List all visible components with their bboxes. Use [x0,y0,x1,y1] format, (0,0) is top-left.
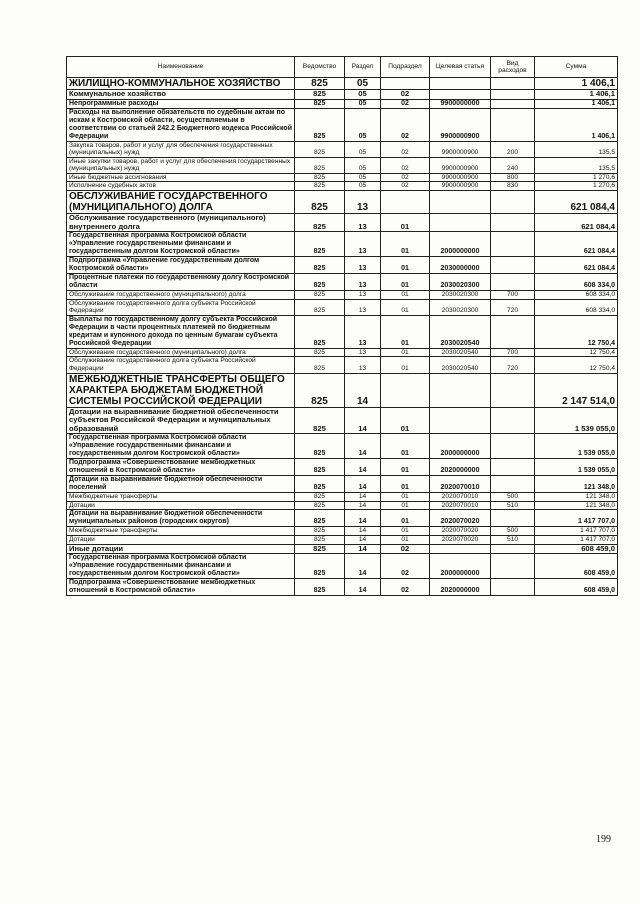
cell-subsection: 01 [381,493,430,502]
cell-section: 05 [345,108,381,141]
cell-section: 14 [345,493,381,502]
header-sum: Сумма [535,57,618,78]
cell-name: Дотации [67,535,295,544]
table-row [67,291,618,300]
cell-sum: 1 406,1 [535,90,618,100]
cell-dept: 825 [295,299,345,315]
cell-type [491,78,535,90]
cell-type: 720 [491,299,535,315]
cell-target: 2030020300 [430,299,491,315]
cell-type [491,232,535,257]
cell-section: 14 [345,476,381,493]
cell-sum: 121 348,0 [535,493,618,502]
cell-target: 2020070020 [430,527,491,536]
cell-sum: 608 459,0 [535,544,618,554]
cell-target: 2000000000 [430,434,491,459]
cell-target: 2000000000 [430,232,491,257]
cell-section: 13 [345,299,381,315]
cell-section: 14 [345,527,381,536]
cell-subsection: 02 [381,544,430,554]
table-row [67,173,618,182]
cell-target: 2000000000 [430,554,491,579]
cell-dept: 825 [295,182,345,191]
cell-dept: 825 [295,554,345,579]
cell-dept: 825 [295,527,345,536]
cell-name: Подпрограмма «Совершенствование межбюджетных отношений в Костромской области» [67,459,295,476]
cell-name: Закупка товаров, работ и услуг для обеспечения государственных (муниципальных) нужд [67,141,295,157]
cell-target [430,191,491,214]
cell-dept: 825 [295,535,345,544]
table-row [67,459,618,476]
cell-sum: 121 348,0 [535,501,618,510]
cell-name: Выплаты по государственному долгу субъекта Российской Федерации в части процентных платежей по бюджетным кредитам и купонного дохода по ценным бумагам субъекта Российской Федерации [67,315,295,348]
table-row [67,274,618,291]
cell-sum: 608 334,0 [535,291,618,300]
cell-type [491,214,535,232]
cell-type [491,257,535,274]
cell-target: 2030000000 [430,257,491,274]
cell-name: ОБСЛУЖИВАНИЕ ГОСУДАРСТВЕННОГО (МУНИЦИПАЛЬНОГО) ДОЛГА [67,191,295,214]
cell-type [491,191,535,214]
cell-sum: 1 406,1 [535,99,618,108]
table-row [67,579,618,596]
cell-sum: 1 270,6 [535,182,618,191]
table-row [67,434,618,459]
cell-sum: 1 539 055,0 [535,434,618,459]
cell-sum: 608 334,0 [535,299,618,315]
cell-name: Исполнение судебных актов [67,182,295,191]
cell-target: 2030020300 [430,291,491,300]
cell-target: 2020000000 [430,459,491,476]
cell-name: Обслуживание государственного (муниципального) долга [67,348,295,357]
cell-dept: 825 [295,493,345,502]
cell-dept: 825 [295,99,345,108]
cell-sum: 621 084,4 [535,257,618,274]
table-row [67,141,618,157]
cell-sum: 12 750,4 [535,315,618,348]
cell-section: 05 [345,141,381,157]
cell-sum: 135,5 [535,141,618,157]
cell-section: 05 [345,99,381,108]
cell-subsection: 02 [381,157,430,173]
cell-type: 510 [491,501,535,510]
cell-subsection: 02 [381,182,430,191]
cell-type [491,476,535,493]
cell-section: 05 [345,78,381,90]
cell-subsection: 01 [381,257,430,274]
cell-section: 14 [345,544,381,554]
table-row [67,108,618,141]
cell-section: 13 [345,291,381,300]
cell-section: 05 [345,182,381,191]
cell-dept: 825 [295,501,345,510]
table-row [67,544,618,554]
cell-target [430,214,491,232]
cell-name: Коммунальное хозяйство [67,90,295,100]
page-number: 199 [596,834,611,845]
cell-name: Государственная программа Костромской области «Управление государственными финансами и государственным долгом Костромской области» [67,434,295,459]
cell-target [430,90,491,100]
cell-subsection: 01 [381,476,430,493]
cell-name: Дотации [67,501,295,510]
table-row [67,357,618,373]
cell-type: 800 [491,173,535,182]
cell-target [430,544,491,554]
cell-dept: 825 [295,90,345,100]
cell-dept: 825 [295,173,345,182]
cell-section: 13 [345,191,381,214]
cell-section: 13 [345,315,381,348]
cell-dept: 825 [295,274,345,291]
cell-type: 240 [491,157,535,173]
cell-name: Обслуживание государственного долга субъекта Российской Федерации [67,299,295,315]
cell-subsection: 01 [381,527,430,536]
cell-subsection: 02 [381,141,430,157]
table-row [67,510,618,527]
cell-type: 700 [491,291,535,300]
cell-subsection: 01 [381,407,430,434]
cell-type: 200 [491,141,535,157]
cell-sum: 1 417 707,0 [535,527,618,536]
cell-subsection: 01 [381,274,430,291]
table-row [67,90,618,100]
cell-subsection: 01 [381,510,430,527]
cell-subsection: 01 [381,348,430,357]
cell-name: Дотации на выравнивание бюджетной обеспеченности субъектов Российской Федерации и муниципальных образований [67,407,295,434]
table-row [67,527,618,536]
cell-name: Государственная программа Костромской области «Управление государственными финансами и государственным долгом Костромской области» [67,554,295,579]
table-row [67,157,618,173]
cell-name: Иные дотации [67,544,295,554]
cell-type [491,315,535,348]
cell-section: 14 [345,579,381,596]
cell-sum: 2 147 514,0 [535,373,618,407]
cell-name: МЕЖБЮДЖЕТНЫЕ ТРАНСФЕРТЫ ОБЩЕГО ХАРАКТЕРА БЮДЖЕТАМ БЮДЖЕТНОЙ СИСТЕМЫ РОССИЙСКОЙ ФЕДЕРАЦИИ [67,373,295,407]
cell-target: 9900000900 [430,141,491,157]
cell-target: 9900000900 [430,182,491,191]
cell-section: 13 [345,232,381,257]
cell-target: 9900000900 [430,108,491,141]
table-row [67,182,618,191]
cell-section: 05 [345,90,381,100]
cell-subsection: 02 [381,108,430,141]
cell-dept: 825 [295,214,345,232]
cell-target: 9900000900 [430,173,491,182]
cell-name: Расходы на выполнение обязательств по судебным актам по искам к Костромской области, осуществляемым в соответствии со статьей 242.2 Бюджетного кодекса Российской Федерации [67,108,295,141]
table-header-row [67,57,618,78]
cell-target [430,78,491,90]
cell-target: 2020000000 [430,579,491,596]
cell-subsection: 01 [381,291,430,300]
cell-dept: 825 [295,257,345,274]
cell-sum: 608 334,0 [535,274,618,291]
cell-name: ЖИЛИЩНО-КОММУНАЛЬНОЕ ХОЗЯЙСТВО [67,78,295,90]
cell-name: Обслуживание государственного (муниципального) внутреннего долга [67,214,295,232]
cell-type [491,544,535,554]
cell-name: Дотации на выравнивание бюджетной обеспеченности поселений [67,476,295,493]
cell-type [491,274,535,291]
table-row [67,348,618,357]
cell-sum: 12 750,4 [535,357,618,373]
cell-subsection: 01 [381,459,430,476]
cell-sum: 608 459,0 [535,554,618,579]
cell-type [491,90,535,100]
table-row [67,257,618,274]
cell-target: 9900000900 [430,157,491,173]
cell-name: Межбюджетные трансферты [67,527,295,536]
cell-sum: 1 417 707,0 [535,535,618,544]
header-subsection: Подраздел [381,57,430,78]
cell-target [430,407,491,434]
cell-type [491,554,535,579]
cell-name: Межбюджетные трансферты [67,493,295,502]
cell-name: Непрограммные расходы [67,99,295,108]
cell-subsection: 02 [381,173,430,182]
cell-sum: 1 406,1 [535,78,618,90]
cell-dept: 825 [295,348,345,357]
cell-subsection [381,78,430,90]
cell-section: 13 [345,257,381,274]
budget-table [66,56,618,596]
cell-section: 13 [345,214,381,232]
cell-section: 14 [345,407,381,434]
cell-dept: 825 [295,544,345,554]
cell-target: 2020070020 [430,510,491,527]
cell-target: 2030020540 [430,357,491,373]
cell-sum: 12 750,4 [535,348,618,357]
cell-type: 720 [491,357,535,373]
cell-sum: 621 084,4 [535,214,618,232]
table-row [67,78,618,90]
cell-subsection: 02 [381,99,430,108]
cell-dept: 825 [295,232,345,257]
cell-subsection [381,191,430,214]
cell-section: 14 [345,373,381,407]
table-row [67,476,618,493]
cell-type [491,108,535,141]
cell-section: 14 [345,501,381,510]
cell-target: 2020070010 [430,493,491,502]
cell-type [491,434,535,459]
cell-dept: 825 [295,459,345,476]
table-row [67,501,618,510]
cell-section: 13 [345,274,381,291]
cell-dept: 825 [295,141,345,157]
cell-type [491,579,535,596]
cell-name: Подпрограмма «Совершенствование межбюджетных отношений в Костромской области» [67,579,295,596]
cell-target: 9900000000 [430,99,491,108]
cell-subsection [381,373,430,407]
cell-type: 500 [491,493,535,502]
cell-sum: 1 270,6 [535,173,618,182]
cell-dept: 825 [295,108,345,141]
table-row [67,554,618,579]
cell-dept: 825 [295,407,345,434]
cell-section: 14 [345,535,381,544]
cell-subsection: 01 [381,535,430,544]
header-name: Наименование [67,57,295,78]
cell-dept: 825 [295,157,345,173]
cell-sum: 1 539 055,0 [535,407,618,434]
table-row [67,493,618,502]
cell-section: 14 [345,554,381,579]
cell-subsection: 01 [381,501,430,510]
table-row [67,99,618,108]
cell-dept: 825 [295,78,345,90]
cell-name: Процентные платежи по государственному долгу Костромской области [67,274,295,291]
cell-type: 500 [491,527,535,536]
cell-sum: 1 406,1 [535,108,618,141]
cell-target: 2020070010 [430,476,491,493]
cell-subsection: 01 [381,315,430,348]
cell-subsection: 01 [381,232,430,257]
cell-name: Обслуживание государственного долга субъекта Российской Федерации [67,357,295,373]
cell-subsection: 01 [381,434,430,459]
cell-target: 2020070020 [430,535,491,544]
cell-dept: 825 [295,510,345,527]
table-row [67,373,618,407]
cell-sum: 1 417 707,0 [535,510,618,527]
cell-section: 13 [345,357,381,373]
cell-dept: 825 [295,315,345,348]
cell-sum: 608 459,0 [535,579,618,596]
cell-target [430,373,491,407]
cell-type [491,99,535,108]
cell-name: Государственная программа Костромской области «Управление государственными финансами и государственным долгом Костромской области» [67,232,295,257]
cell-target: 2030020540 [430,348,491,357]
cell-subsection: 01 [381,357,430,373]
cell-type [491,373,535,407]
table-row [67,535,618,544]
table-row [67,214,618,232]
header-type: Вид расходов [491,57,535,78]
cell-type [491,510,535,527]
cell-name: Иные бюджетные ассигнования [67,173,295,182]
cell-target: 2030020300 [430,274,491,291]
cell-subsection: 01 [381,299,430,315]
cell-section: 13 [345,348,381,357]
cell-section: 14 [345,510,381,527]
cell-type [491,407,535,434]
cell-target: 2030020540 [430,315,491,348]
table-row [67,315,618,348]
cell-target: 2020070010 [430,501,491,510]
cell-dept: 825 [295,373,345,407]
cell-sum: 621 084,4 [535,191,618,214]
cell-dept: 825 [295,291,345,300]
cell-section: 14 [345,459,381,476]
cell-dept: 825 [295,476,345,493]
cell-subsection: 02 [381,579,430,596]
cell-sum: 121 348,0 [535,476,618,493]
cell-type: 510 [491,535,535,544]
cell-section: 05 [345,157,381,173]
cell-dept: 825 [295,191,345,214]
table-row [67,407,618,434]
table-row [67,299,618,315]
cell-dept: 825 [295,434,345,459]
cell-subsection: 02 [381,554,430,579]
cell-name: Подпрограмма «Управление государственным долгом Костромской области» [67,257,295,274]
header-dept: Ведомство [295,57,345,78]
cell-subsection: 01 [381,214,430,232]
table-row [67,191,618,214]
cell-name: Иные закупки товаров, работ и услуг для обеспечения государственных (муниципальных) нужд [67,157,295,173]
cell-type: 700 [491,348,535,357]
cell-type [491,459,535,476]
cell-dept: 825 [295,357,345,373]
cell-name: Дотации на выравнивание бюджетной обеспеченности муниципальных районов (городских округов) [67,510,295,527]
cell-sum: 621 084,4 [535,232,618,257]
cell-type: 830 [491,182,535,191]
cell-section: 05 [345,173,381,182]
header-section: Раздел [345,57,381,78]
cell-sum: 135,5 [535,157,618,173]
cell-subsection: 02 [381,90,430,100]
cell-section: 14 [345,434,381,459]
cell-name: Обслуживание государственного (муниципального) долга [67,291,295,300]
header-target: Целевая статья [430,57,491,78]
cell-dept: 825 [295,579,345,596]
cell-sum: 1 539 055,0 [535,459,618,476]
table-row [67,232,618,257]
